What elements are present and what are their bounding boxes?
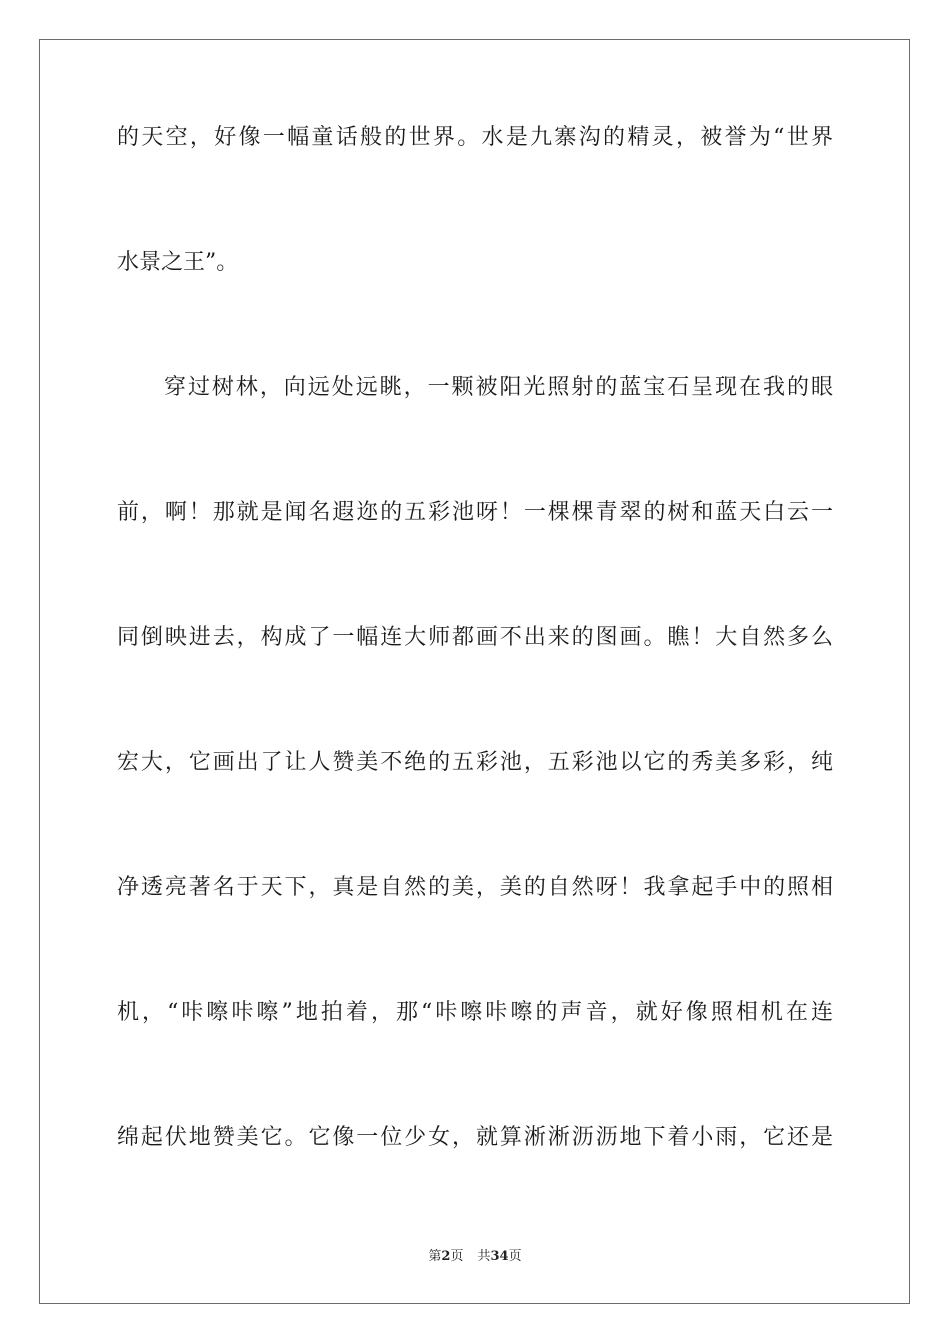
page-number: 2 <box>441 1249 451 1264</box>
document-body <box>117 124 833 1249</box>
text-line: 前，啊！那就是闻名遐迩的五彩池呀！一棵棵青翠的树和蓝天白云一 <box>117 500 833 525</box>
text-line: 水景之王”。 <box>117 250 239 275</box>
text-line: 净透亮著名于天下，真是自然的美，美的自然呀！我拿起手中的照相 <box>117 875 833 900</box>
text-line: 的天空，好像一幅童话般的世界。水是九寨沟的精灵，被誉为“世界 <box>117 125 833 150</box>
text-line: 穿过树林，向远处远眺，一颗被阳光照射的蓝宝石呈现在我的眼 <box>164 375 833 400</box>
total-suffix: 页 <box>508 1249 522 1264</box>
total-prefix: 共 <box>477 1249 491 1264</box>
text-line: 机，“咔嚓咔嚓”地拍着，那“咔嚓咔嚓的声音，就好像照相机在连 <box>117 1000 833 1025</box>
text-line: 宏大，它画出了让人赞美不绝的五彩池，五彩池以它的秀美多彩，纯 <box>117 750 833 775</box>
page-footer <box>0 1249 950 1265</box>
text-line: 同倒映进去，构成了一幅连大师都画不出来的图画。瞧！大自然多么 <box>117 625 833 650</box>
page-prefix: 第 <box>428 1249 442 1264</box>
total-pages: 34 <box>490 1249 509 1264</box>
page-suffix: 页 <box>450 1249 464 1264</box>
text-line: 绵起伏地赞美它。它像一位少女，就算淅淅沥沥地下着小雨，它还是 <box>117 1125 833 1150</box>
